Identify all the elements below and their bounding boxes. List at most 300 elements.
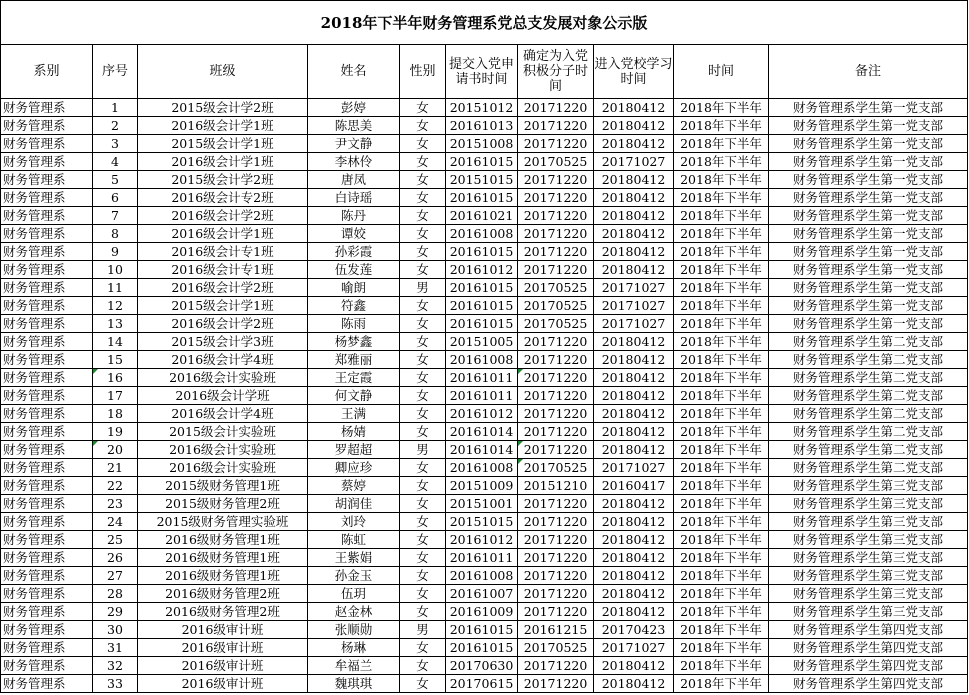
cell-period[interactable]: 2018年下半年 (674, 117, 769, 135)
cell-gender[interactable]: 女 (400, 171, 446, 189)
cell-seq[interactable]: 18 (93, 405, 138, 423)
cell-department[interactable]: 财务管理系 (1, 297, 93, 315)
cell-application-date[interactable]: 20161011 (446, 369, 518, 387)
cell-application-date[interactable]: 20151012 (446, 99, 518, 117)
cell-remarks[interactable]: 财务管理系学生第二党支部 (769, 387, 968, 405)
cell-class[interactable]: 2016级财务管理2班 (138, 585, 308, 603)
cell-period[interactable]: 2018年下半年 (674, 225, 769, 243)
cell-class[interactable]: 2016级会计学班 (138, 387, 308, 405)
cell-seq[interactable]: 28 (93, 585, 138, 603)
cell-activist-date[interactable]: 20171220 (518, 117, 594, 135)
cell-party-school-date[interactable]: 20180412 (594, 333, 674, 351)
cell-gender[interactable]: 女 (400, 495, 446, 513)
cell-period[interactable]: 2018年下半年 (674, 441, 769, 459)
cell-remarks[interactable]: 财务管理系学生第一党支部 (769, 243, 968, 261)
cell-activist-date[interactable]: 20171220 (518, 189, 594, 207)
cell-party-school-date[interactable]: 20171027 (594, 297, 674, 315)
cell-remarks[interactable]: 财务管理系学生第三党支部 (769, 549, 968, 567)
cell-party-school-date[interactable]: 20180412 (594, 549, 674, 567)
cell-name[interactable]: 张顺勋 (308, 621, 400, 639)
cell-class[interactable]: 2016级财务管理1班 (138, 531, 308, 549)
header-seq[interactable]: 序号 (93, 45, 138, 99)
cell-gender[interactable]: 男 (400, 441, 446, 459)
cell-class[interactable]: 2016级审计班 (138, 639, 308, 657)
cell-gender[interactable]: 女 (400, 585, 446, 603)
cell-name[interactable]: 陈思美 (308, 117, 400, 135)
cell-class[interactable]: 2015级财务管理实验班 (138, 513, 308, 531)
cell-class[interactable]: 2016级审计班 (138, 657, 308, 675)
cell-application-date[interactable]: 20161015 (446, 621, 518, 639)
cell-class[interactable]: 2016级审计班 (138, 675, 308, 693)
cell-activist-date[interactable]: 20171220 (518, 369, 594, 387)
cell-department[interactable]: 财务管理系 (1, 513, 93, 531)
cell-remarks[interactable]: 财务管理系学生第二党支部 (769, 441, 968, 459)
cell-remarks[interactable]: 财务管理系学生第三党支部 (769, 567, 968, 585)
cell-party-school-date[interactable]: 20180412 (594, 585, 674, 603)
cell-name[interactable]: 伍发莲 (308, 261, 400, 279)
cell-class[interactable]: 2015级会计学1班 (138, 135, 308, 153)
cell-party-school-date[interactable]: 20171027 (594, 279, 674, 297)
cell-department[interactable]: 财务管理系 (1, 369, 93, 387)
cell-activist-date[interactable]: 20170525 (518, 153, 594, 171)
cell-department[interactable]: 财务管理系 (1, 243, 93, 261)
cell-class[interactable]: 2016级会计学1班 (138, 153, 308, 171)
cell-activist-date[interactable]: 20171220 (518, 585, 594, 603)
cell-name[interactable]: 王定霞 (308, 369, 400, 387)
cell-seq[interactable]: 31 (93, 639, 138, 657)
cell-department[interactable]: 财务管理系 (1, 495, 93, 513)
cell-application-date[interactable]: 20161014 (446, 441, 518, 459)
header-activist-date[interactable]: 确定为入党积极分子时间 (518, 45, 594, 99)
cell-remarks[interactable]: 财务管理系学生第一党支部 (769, 279, 968, 297)
cell-activist-date[interactable]: 20171220 (518, 351, 594, 369)
cell-name[interactable]: 王紫娟 (308, 549, 400, 567)
cell-application-date[interactable]: 20161015 (446, 639, 518, 657)
cell-period[interactable]: 2018年下半年 (674, 243, 769, 261)
cell-activist-date[interactable]: 20171220 (518, 171, 594, 189)
cell-party-school-date[interactable]: 20180412 (594, 243, 674, 261)
cell-department[interactable]: 财务管理系 (1, 135, 93, 153)
cell-period[interactable]: 2018年下半年 (674, 333, 769, 351)
cell-remarks[interactable]: 财务管理系学生第一党支部 (769, 297, 968, 315)
cell-department[interactable]: 财务管理系 (1, 531, 93, 549)
cell-seq[interactable]: 33 (93, 675, 138, 693)
cell-name[interactable]: 牟福兰 (308, 657, 400, 675)
cell-period[interactable]: 2018年下半年 (674, 477, 769, 495)
cell-name[interactable]: 喻朗 (308, 279, 400, 297)
cell-seq[interactable]: 11 (93, 279, 138, 297)
cell-activist-date[interactable]: 20171220 (518, 657, 594, 675)
cell-class[interactable]: 2016级会计学4班 (138, 351, 308, 369)
cell-class[interactable]: 2016级会计实验班 (138, 459, 308, 477)
cell-gender[interactable]: 女 (400, 153, 446, 171)
cell-seq[interactable]: 3 (93, 135, 138, 153)
cell-period[interactable]: 2018年下半年 (674, 405, 769, 423)
cell-seq[interactable]: 10 (93, 261, 138, 279)
cell-remarks[interactable]: 财务管理系学生第一党支部 (769, 135, 968, 153)
cell-seq[interactable]: 21 (93, 459, 138, 477)
cell-department[interactable]: 财务管理系 (1, 441, 93, 459)
cell-activist-date[interactable]: 20171220 (518, 513, 594, 531)
cell-seq[interactable]: 23 (93, 495, 138, 513)
cell-application-date[interactable]: 20161008 (446, 459, 518, 477)
cell-class[interactable]: 2015级会计实验班 (138, 423, 308, 441)
cell-gender[interactable]: 女 (400, 297, 446, 315)
cell-period[interactable]: 2018年下半年 (674, 279, 769, 297)
cell-period[interactable]: 2018年下半年 (674, 459, 769, 477)
cell-application-date[interactable]: 20161007 (446, 585, 518, 603)
cell-activist-date[interactable]: 20161215 (518, 621, 594, 639)
cell-activist-date[interactable]: 20171220 (518, 531, 594, 549)
cell-application-date[interactable]: 20151015 (446, 513, 518, 531)
cell-period[interactable]: 2018年下半年 (674, 351, 769, 369)
cell-period[interactable]: 2018年下半年 (674, 657, 769, 675)
cell-seq[interactable]: 29 (93, 603, 138, 621)
cell-remarks[interactable]: 财务管理系学生第一党支部 (769, 171, 968, 189)
cell-activist-date[interactable]: 20171220 (518, 333, 594, 351)
cell-application-date[interactable]: 20161012 (446, 405, 518, 423)
cell-class[interactable]: 2015级会计学3班 (138, 333, 308, 351)
cell-department[interactable]: 财务管理系 (1, 171, 93, 189)
cell-party-school-date[interactable]: 20160417 (594, 477, 674, 495)
cell-period[interactable]: 2018年下半年 (674, 567, 769, 585)
cell-remarks[interactable]: 财务管理系学生第二党支部 (769, 423, 968, 441)
cell-application-date[interactable]: 20170615 (446, 675, 518, 693)
cell-gender[interactable]: 女 (400, 117, 446, 135)
cell-name[interactable]: 杨婧 (308, 423, 400, 441)
cell-department[interactable]: 财务管理系 (1, 99, 93, 117)
cell-department[interactable]: 财务管理系 (1, 639, 93, 657)
cell-application-date[interactable]: 20151015 (446, 171, 518, 189)
cell-activist-date[interactable]: 20171220 (518, 675, 594, 693)
cell-seq[interactable]: 19 (93, 423, 138, 441)
cell-period[interactable]: 2018年下半年 (674, 531, 769, 549)
cell-activist-date[interactable]: 20170525 (518, 459, 594, 477)
cell-application-date[interactable]: 20161015 (446, 297, 518, 315)
cell-gender[interactable]: 女 (400, 261, 446, 279)
cell-seq[interactable]: 22 (93, 477, 138, 495)
cell-period[interactable]: 2018年下半年 (674, 513, 769, 531)
cell-name[interactable]: 赵金林 (308, 603, 400, 621)
cell-party-school-date[interactable]: 20171027 (594, 459, 674, 477)
cell-party-school-date[interactable]: 20180412 (594, 387, 674, 405)
cell-seq[interactable]: 5 (93, 171, 138, 189)
cell-period[interactable]: 2018年下半年 (674, 207, 769, 225)
cell-name[interactable]: 尹文静 (308, 135, 400, 153)
cell-department[interactable]: 财务管理系 (1, 225, 93, 243)
cell-activist-date[interactable]: 20151210 (518, 477, 594, 495)
cell-party-school-date[interactable]: 20180412 (594, 405, 674, 423)
cell-name[interactable]: 王满 (308, 405, 400, 423)
cell-class[interactable]: 2015级会计学2班 (138, 171, 308, 189)
cell-seq[interactable]: 13 (93, 315, 138, 333)
cell-party-school-date[interactable]: 20180412 (594, 441, 674, 459)
cell-class[interactable]: 2016级财务管理1班 (138, 549, 308, 567)
cell-gender[interactable]: 女 (400, 459, 446, 477)
cell-party-school-date[interactable]: 20180412 (594, 567, 674, 585)
cell-application-date[interactable]: 20161015 (446, 153, 518, 171)
cell-activist-date[interactable]: 20171220 (518, 603, 594, 621)
header-application-date[interactable]: 提交入党申请书时间 (446, 45, 518, 99)
cell-period[interactable]: 2018年下半年 (674, 261, 769, 279)
cell-application-date[interactable]: 20151008 (446, 135, 518, 153)
cell-gender[interactable]: 男 (400, 279, 446, 297)
cell-remarks[interactable]: 财务管理系学生第四党支部 (769, 657, 968, 675)
cell-remarks[interactable]: 财务管理系学生第一党支部 (769, 225, 968, 243)
cell-remarks[interactable]: 财务管理系学生第三党支部 (769, 603, 968, 621)
cell-seq[interactable]: 14 (93, 333, 138, 351)
cell-department[interactable]: 财务管理系 (1, 621, 93, 639)
cell-remarks[interactable]: 财务管理系学生第三党支部 (769, 531, 968, 549)
cell-name[interactable]: 卿应珍 (308, 459, 400, 477)
cell-gender[interactable]: 女 (400, 225, 446, 243)
cell-gender[interactable]: 女 (400, 351, 446, 369)
cell-period[interactable]: 2018年下半年 (674, 135, 769, 153)
cell-period[interactable]: 2018年下半年 (674, 495, 769, 513)
cell-remarks[interactable]: 财务管理系学生第一党支部 (769, 207, 968, 225)
cell-party-school-date[interactable]: 20171027 (594, 315, 674, 333)
cell-activist-date[interactable]: 20171220 (518, 243, 594, 261)
cell-name[interactable]: 蔡婷 (308, 477, 400, 495)
cell-remarks[interactable]: 财务管理系学生第一党支部 (769, 261, 968, 279)
cell-application-date[interactable]: 20151009 (446, 477, 518, 495)
cell-seq[interactable]: 16 (93, 369, 138, 387)
cell-remarks[interactable]: 财务管理系学生第二党支部 (769, 459, 968, 477)
cell-seq[interactable]: 12 (93, 297, 138, 315)
cell-party-school-date[interactable]: 20180412 (594, 351, 674, 369)
cell-class[interactable]: 2015级财务管理1班 (138, 477, 308, 495)
cell-remarks[interactable]: 财务管理系学生第三党支部 (769, 477, 968, 495)
cell-name[interactable]: 唐凤 (308, 171, 400, 189)
cell-remarks[interactable]: 财务管理系学生第二党支部 (769, 405, 968, 423)
cell-gender[interactable]: 女 (400, 477, 446, 495)
cell-application-date[interactable]: 20161009 (446, 603, 518, 621)
cell-gender[interactable]: 女 (400, 423, 446, 441)
cell-gender[interactable]: 女 (400, 603, 446, 621)
cell-activist-date[interactable]: 20171220 (518, 567, 594, 585)
cell-remarks[interactable]: 财务管理系学生第三党支部 (769, 585, 968, 603)
cell-activist-date[interactable]: 20171220 (518, 261, 594, 279)
cell-class[interactable]: 2016级会计学1班 (138, 225, 308, 243)
cell-department[interactable]: 财务管理系 (1, 423, 93, 441)
cell-remarks[interactable]: 财务管理系学生第三党支部 (769, 495, 968, 513)
cell-department[interactable]: 财务管理系 (1, 333, 93, 351)
cell-class[interactable]: 2016级会计学2班 (138, 315, 308, 333)
cell-class[interactable]: 2015级会计学1班 (138, 297, 308, 315)
cell-department[interactable]: 财务管理系 (1, 261, 93, 279)
header-period[interactable]: 时间 (674, 45, 769, 99)
cell-department[interactable]: 财务管理系 (1, 657, 93, 675)
cell-seq[interactable]: 30 (93, 621, 138, 639)
cell-name[interactable]: 刘玲 (308, 513, 400, 531)
cell-gender[interactable]: 女 (400, 567, 446, 585)
cell-gender[interactable]: 女 (400, 549, 446, 567)
cell-name[interactable]: 孙金玉 (308, 567, 400, 585)
cell-department[interactable]: 财务管理系 (1, 585, 93, 603)
cell-remarks[interactable]: 财务管理系学生第二党支部 (769, 333, 968, 351)
cell-period[interactable]: 2018年下半年 (674, 171, 769, 189)
cell-gender[interactable]: 女 (400, 99, 446, 117)
cell-name[interactable]: 陈丹 (308, 207, 400, 225)
cell-department[interactable]: 财务管理系 (1, 405, 93, 423)
cell-class[interactable]: 2015级会计学2班 (138, 99, 308, 117)
cell-remarks[interactable]: 财务管理系学生第四党支部 (769, 675, 968, 693)
cell-party-school-date[interactable]: 20180412 (594, 369, 674, 387)
cell-activist-date[interactable]: 20170525 (518, 315, 594, 333)
cell-application-date[interactable]: 20161011 (446, 549, 518, 567)
cell-name[interactable]: 魏琪琪 (308, 675, 400, 693)
cell-gender[interactable]: 女 (400, 387, 446, 405)
cell-department[interactable]: 财务管理系 (1, 117, 93, 135)
cell-remarks[interactable]: 财务管理系学生第一党支部 (769, 315, 968, 333)
cell-seq[interactable]: 8 (93, 225, 138, 243)
cell-department[interactable]: 财务管理系 (1, 387, 93, 405)
cell-period[interactable]: 2018年下半年 (674, 189, 769, 207)
cell-class[interactable]: 2016级财务管理2班 (138, 603, 308, 621)
cell-department[interactable]: 财务管理系 (1, 207, 93, 225)
cell-activist-date[interactable]: 20171220 (518, 135, 594, 153)
cell-class[interactable]: 2016级会计学2班 (138, 279, 308, 297)
cell-class[interactable]: 2016级会计学1班 (138, 117, 308, 135)
cell-class[interactable]: 2016级会计学4班 (138, 405, 308, 423)
cell-party-school-date[interactable]: 20171027 (594, 639, 674, 657)
cell-class[interactable]: 2016级会计专1班 (138, 243, 308, 261)
cell-activist-date[interactable]: 20171220 (518, 441, 594, 459)
cell-gender[interactable]: 女 (400, 405, 446, 423)
cell-party-school-date[interactable]: 20180412 (594, 261, 674, 279)
cell-party-school-date[interactable]: 20171027 (594, 153, 674, 171)
cell-department[interactable]: 财务管理系 (1, 351, 93, 369)
header-gender[interactable]: 性别 (400, 45, 446, 99)
cell-activist-date[interactable]: 20171220 (518, 549, 594, 567)
cell-period[interactable]: 2018年下半年 (674, 639, 769, 657)
header-class[interactable]: 班级 (138, 45, 308, 99)
cell-name[interactable]: 罗超超 (308, 441, 400, 459)
cell-remarks[interactable]: 财务管理系学生第一党支部 (769, 117, 968, 135)
cell-activist-date[interactable]: 20171220 (518, 99, 594, 117)
cell-application-date[interactable]: 20161008 (446, 225, 518, 243)
cell-activist-date[interactable]: 20171220 (518, 495, 594, 513)
cell-seq[interactable]: 32 (93, 657, 138, 675)
cell-name[interactable]: 谭姣 (308, 225, 400, 243)
cell-period[interactable]: 2018年下半年 (674, 621, 769, 639)
cell-remarks[interactable]: 财务管理系学生第一党支部 (769, 189, 968, 207)
cell-name[interactable]: 胡润佳 (308, 495, 400, 513)
cell-class[interactable]: 2016级会计学2班 (138, 207, 308, 225)
cell-activist-date[interactable]: 20171220 (518, 423, 594, 441)
cell-activist-date[interactable]: 20171220 (518, 387, 594, 405)
cell-gender[interactable]: 女 (400, 369, 446, 387)
cell-party-school-date[interactable]: 20180412 (594, 135, 674, 153)
cell-seq[interactable]: 24 (93, 513, 138, 531)
cell-gender[interactable]: 女 (400, 657, 446, 675)
header-party-school-date[interactable]: 进入党校学习时间 (594, 45, 674, 99)
cell-application-date[interactable]: 20161015 (446, 279, 518, 297)
cell-application-date[interactable]: 20161013 (446, 117, 518, 135)
cell-party-school-date[interactable]: 20180412 (594, 207, 674, 225)
cell-application-date[interactable]: 20161012 (446, 531, 518, 549)
cell-party-school-date[interactable]: 20180412 (594, 117, 674, 135)
cell-period[interactable]: 2018年下半年 (674, 315, 769, 333)
cell-party-school-date[interactable]: 20180412 (594, 675, 674, 693)
cell-period[interactable]: 2018年下半年 (674, 549, 769, 567)
cell-gender[interactable]: 女 (400, 639, 446, 657)
cell-name[interactable]: 白诗瑶 (308, 189, 400, 207)
cell-application-date[interactable]: 20161008 (446, 351, 518, 369)
cell-gender[interactable]: 女 (400, 333, 446, 351)
cell-remarks[interactable]: 财务管理系学生第一党支部 (769, 99, 968, 117)
cell-remarks[interactable]: 财务管理系学生第四党支部 (769, 639, 968, 657)
cell-activist-date[interactable]: 20170525 (518, 279, 594, 297)
cell-name[interactable]: 李林伶 (308, 153, 400, 171)
cell-seq[interactable]: 27 (93, 567, 138, 585)
cell-seq[interactable]: 2 (93, 117, 138, 135)
cell-class[interactable]: 2016级会计实验班 (138, 441, 308, 459)
header-department[interactable]: 系别 (1, 45, 93, 99)
cell-activist-date[interactable]: 20170525 (518, 639, 594, 657)
cell-class[interactable]: 2015级财务管理2班 (138, 495, 308, 513)
cell-application-date[interactable]: 20161015 (446, 315, 518, 333)
cell-gender[interactable]: 女 (400, 243, 446, 261)
cell-period[interactable]: 2018年下半年 (674, 387, 769, 405)
cell-period[interactable]: 2018年下半年 (674, 99, 769, 117)
cell-name[interactable]: 郑雅丽 (308, 351, 400, 369)
header-name[interactable]: 姓名 (308, 45, 400, 99)
cell-gender[interactable]: 女 (400, 207, 446, 225)
cell-department[interactable]: 财务管理系 (1, 279, 93, 297)
cell-seq[interactable]: 1 (93, 99, 138, 117)
header-remarks[interactable]: 备注 (769, 45, 968, 99)
cell-remarks[interactable]: 财务管理系学生第二党支部 (769, 369, 968, 387)
cell-seq[interactable]: 9 (93, 243, 138, 261)
cell-party-school-date[interactable]: 20180412 (594, 495, 674, 513)
cell-application-date[interactable]: 20151005 (446, 333, 518, 351)
cell-gender[interactable]: 女 (400, 315, 446, 333)
cell-department[interactable]: 财务管理系 (1, 675, 93, 693)
cell-class[interactable]: 2016级审计班 (138, 621, 308, 639)
cell-class[interactable]: 2016级财务管理1班 (138, 567, 308, 585)
cell-period[interactable]: 2018年下半年 (674, 153, 769, 171)
cell-period[interactable]: 2018年下半年 (674, 675, 769, 693)
cell-seq[interactable]: 20 (93, 441, 138, 459)
cell-seq[interactable]: 7 (93, 207, 138, 225)
cell-party-school-date[interactable]: 20180412 (594, 99, 674, 117)
cell-department[interactable]: 财务管理系 (1, 567, 93, 585)
cell-name[interactable]: 陈雨 (308, 315, 400, 333)
cell-party-school-date[interactable]: 20180412 (594, 189, 674, 207)
cell-department[interactable]: 财务管理系 (1, 153, 93, 171)
cell-application-date[interactable]: 20161008 (446, 567, 518, 585)
cell-party-school-date[interactable]: 20180412 (594, 225, 674, 243)
cell-application-date[interactable]: 20170630 (446, 657, 518, 675)
cell-department[interactable]: 财务管理系 (1, 603, 93, 621)
cell-seq[interactable]: 26 (93, 549, 138, 567)
cell-party-school-date[interactable]: 20180412 (594, 657, 674, 675)
cell-name[interactable]: 杨琳 (308, 639, 400, 657)
cell-gender[interactable]: 女 (400, 189, 446, 207)
cell-party-school-date[interactable]: 20180412 (594, 603, 674, 621)
cell-class[interactable]: 2016级会计专1班 (138, 261, 308, 279)
cell-activist-date[interactable]: 20171220 (518, 225, 594, 243)
cell-gender[interactable]: 女 (400, 531, 446, 549)
cell-party-school-date[interactable]: 20180412 (594, 531, 674, 549)
cell-application-date[interactable]: 20161014 (446, 423, 518, 441)
cell-class[interactable]: 2016级会计专2班 (138, 189, 308, 207)
cell-name[interactable]: 伍玥 (308, 585, 400, 603)
cell-seq[interactable]: 17 (93, 387, 138, 405)
cell-gender[interactable]: 女 (400, 135, 446, 153)
cell-department[interactable]: 财务管理系 (1, 549, 93, 567)
